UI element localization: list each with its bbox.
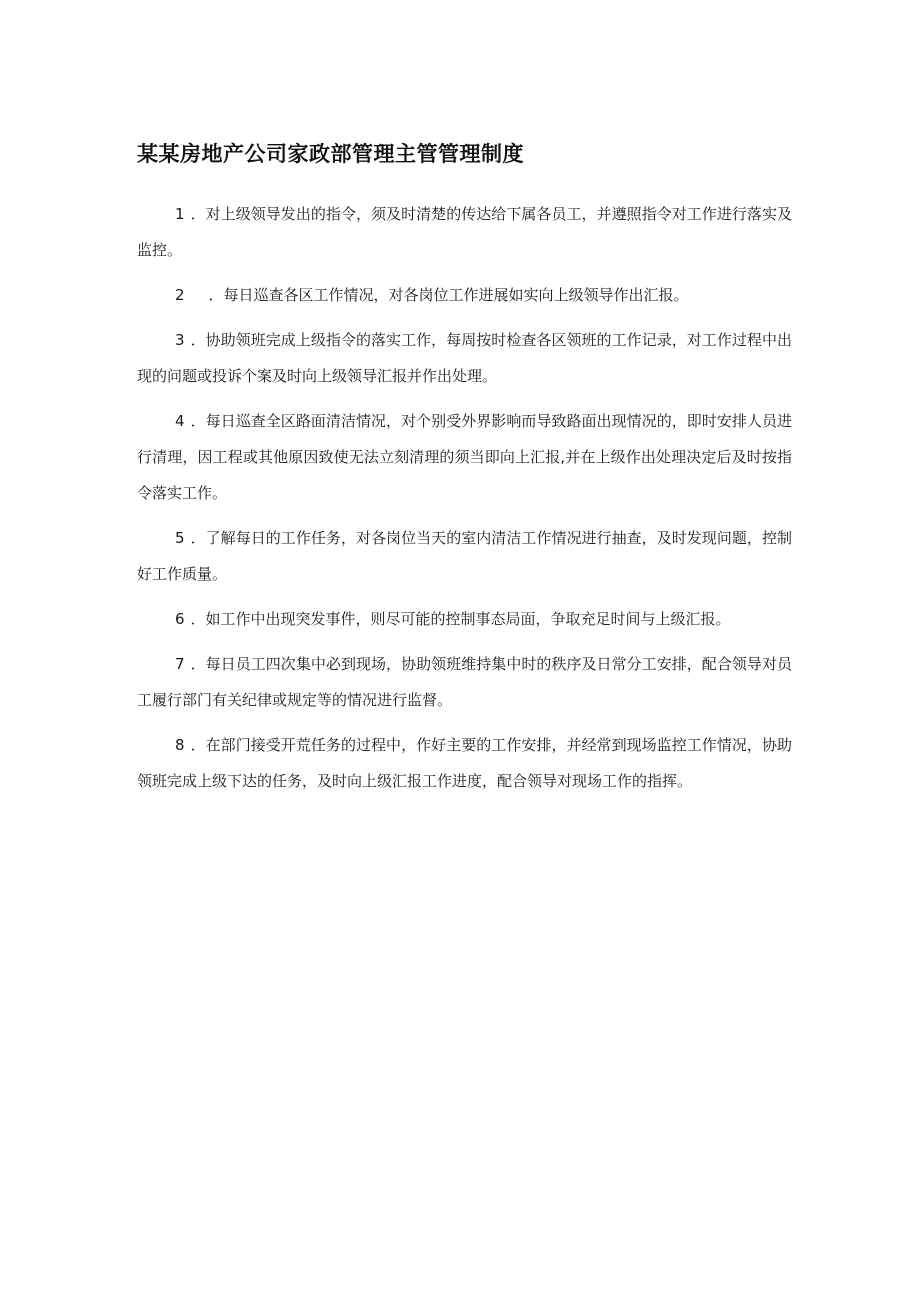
- list-item: [137, 520, 792, 592]
- list-item: [137, 727, 792, 799]
- document-title: 某某房地产公司家政部管理主管管理制度: [137, 142, 524, 166]
- item-number: 7: [175, 655, 185, 673]
- item-number: 4: [175, 412, 185, 430]
- item-number: 8: [175, 736, 185, 754]
- list-item: [137, 196, 792, 268]
- item-text: ．如工作中出现突发事件，则尽可能的控制事态局面，争取充足时间与上级汇报。: [190, 610, 731, 628]
- list-item: [137, 646, 792, 718]
- item-text: ．协助领班完成上级指令的落实工作，每周按时检查各区领班的工作记录，对工作过程中出现的问题或投诉个案及时向上级领导汇报并作出处理。: [137, 331, 792, 385]
- list-item: [137, 403, 792, 511]
- list-item: [137, 277, 792, 313]
- list-item: [137, 322, 792, 394]
- item-text: ．了解每日的工作任务，对各岗位当天的室内清洁工作情况进行抽查，及时发现问题，控制好工作质量。: [137, 529, 792, 583]
- item-text: ．在部门接受开荒任务的过程中，作好主要的工作安排，并经常到现场监控工作情况，协助领班完成上级下达的任务，及时向上级汇报工作进度，配合领导对现场工作的指挥。: [137, 736, 792, 790]
- item-text: ．每日巡查各区工作情况，对各岗位工作进展如实向上级领导作出汇报。: [208, 286, 689, 304]
- item-text: ．对上级领导发出的指令，须及时清楚的传达给下属各员工，并遵照指令对工作进行落实及监控。: [137, 205, 792, 259]
- document-body: [137, 196, 792, 808]
- item-number: 2: [175, 286, 185, 304]
- item-number: 3: [175, 331, 185, 349]
- item-text: ．每日巡查全区路面清洁情况，对个别受外界影响而导致路面出现情况的，即时安排人员进行清理，因工程或其他原因致使无法立刻清理的须当即向上汇报,并在上级作出处理决定后及时按指令落实工作。: [137, 412, 792, 502]
- item-number: 1: [175, 205, 185, 223]
- item-number: 5: [175, 529, 185, 547]
- list-item: [137, 601, 792, 637]
- item-number: 6: [175, 610, 185, 628]
- item-text: ．每日员工四次集中必到现场，协助领班维持集中时的秩序及日常分工安排，配合领导对员工履行部门有关纪律或规定等的情况进行监督。: [137, 655, 792, 709]
